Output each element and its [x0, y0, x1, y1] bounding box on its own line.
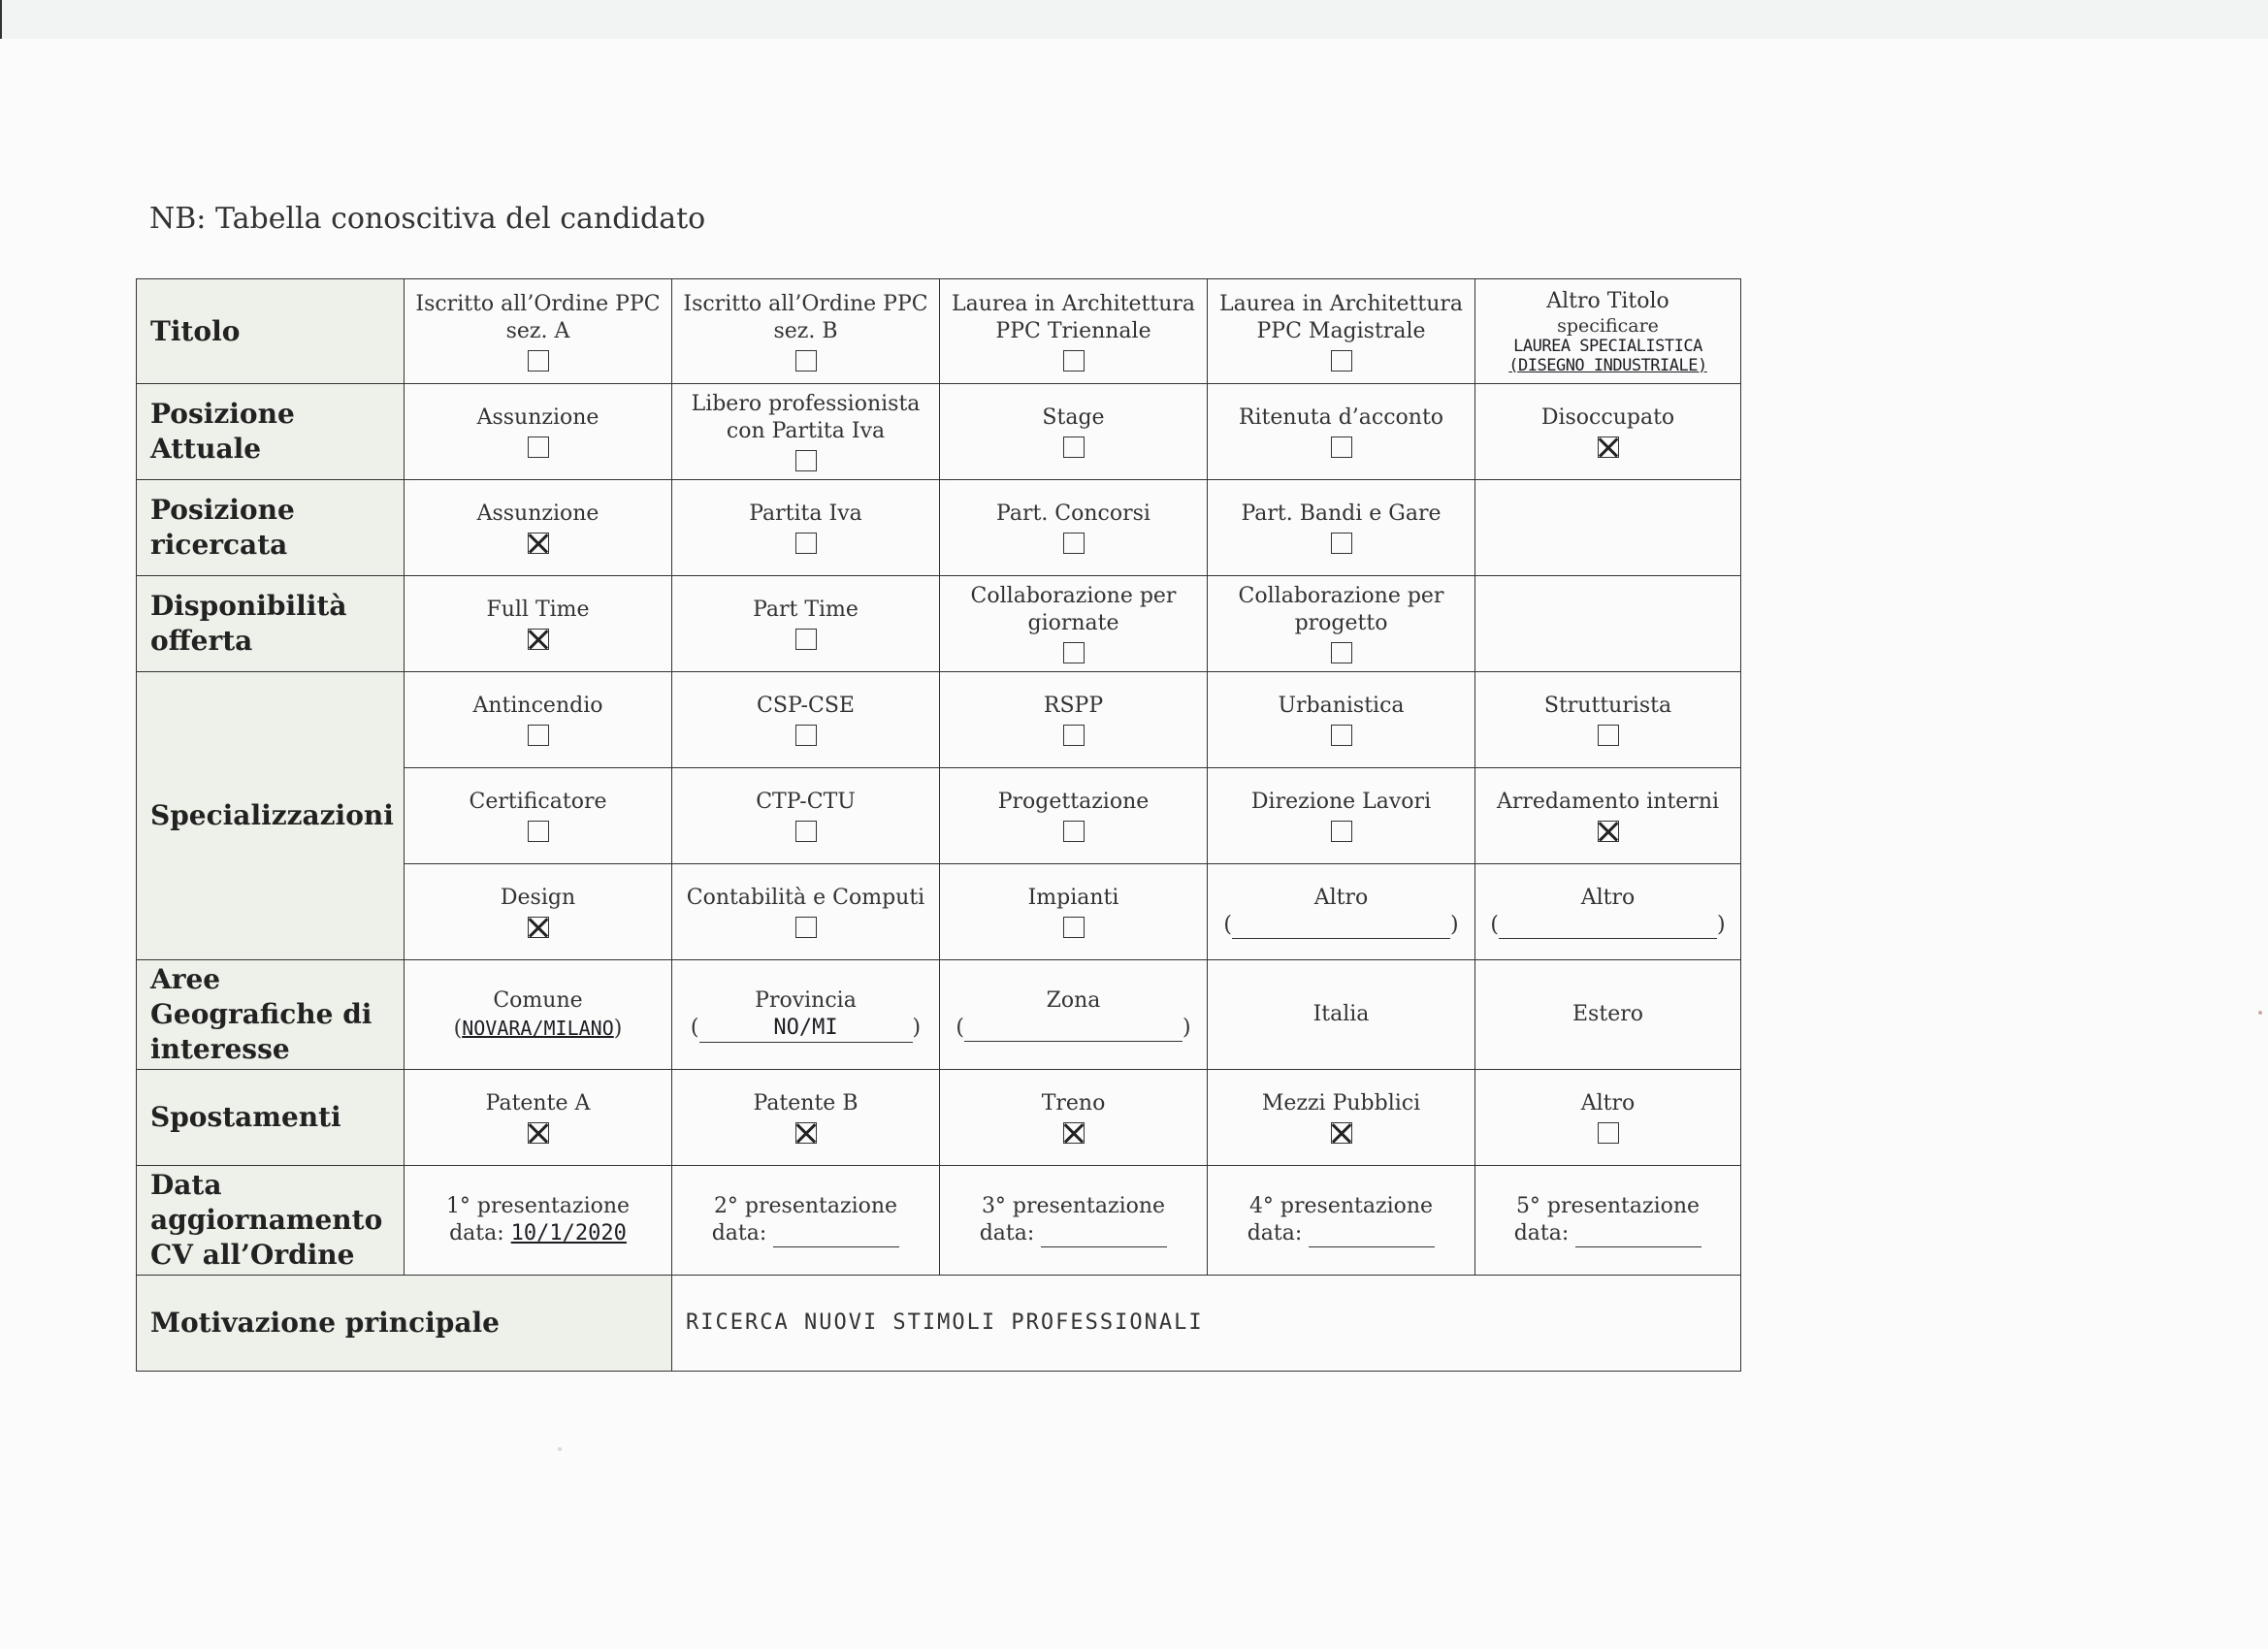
option-label: Full Time — [486, 598, 590, 622]
option-label: Iscritto all’Ordine PPC sez. A — [415, 291, 661, 343]
checkbox-ritenuta[interactable] — [1331, 436, 1352, 458]
handwritten-motivazione[interactable]: RICERCA NUOVI STIMOLI PROFESSIONALI — [672, 1276, 1741, 1372]
date-label: data: — [711, 1221, 767, 1245]
option-label: Altro — [1580, 886, 1636, 910]
date-field-3[interactable] — [1041, 1221, 1167, 1247]
checkbox-assunzione[interactable] — [528, 436, 549, 458]
row-label: Posizione Attuale — [137, 384, 405, 480]
option-label: Progettazione — [997, 790, 1150, 814]
option-label: 4° presentazione — [1248, 1194, 1434, 1218]
cell — [405, 768, 672, 864]
cell — [1208, 1166, 1475, 1276]
cell — [672, 768, 940, 864]
cell — [405, 672, 672, 768]
checkbox-patente-b[interactable] — [795, 1122, 817, 1144]
date-label: data: — [1247, 1221, 1303, 1245]
empty-cell — [1475, 576, 1741, 672]
checkbox-ctp-ctu[interactable] — [795, 821, 817, 842]
cell — [672, 1070, 940, 1166]
row-label: Posizione ricercata — [137, 480, 405, 576]
row-label: Motivazione principale — [137, 1276, 672, 1372]
option-label: Disoccupato — [1540, 405, 1675, 430]
empty-cell — [1475, 480, 1741, 576]
option-label: Patente B — [753, 1091, 859, 1116]
checkbox-design[interactable] — [528, 917, 549, 938]
cell — [1208, 480, 1475, 576]
option-label: Assunzione — [476, 405, 599, 430]
option-label: Mezzi Pubblici — [1261, 1091, 1421, 1116]
handwritten-comune: NOVARA/MILANO — [462, 1016, 614, 1040]
option-label: Laurea in Architettura PPC Triennale — [951, 291, 1195, 343]
option-label: CSP-CSE — [757, 694, 855, 718]
option-label: RSPP — [1043, 694, 1104, 718]
checkbox-urbanistica[interactable] — [1331, 725, 1352, 746]
option-label: Collaborazione per progetto — [1238, 584, 1444, 635]
option-label: Part. Concorsi — [996, 501, 1150, 526]
option-label: 3° presentazione — [981, 1194, 1166, 1218]
checkbox-csp-cse[interactable] — [795, 725, 817, 746]
checkbox-patente-a[interactable] — [528, 1122, 549, 1144]
option-label: Comune — [493, 987, 583, 1013]
specify-label: specificare — [1557, 314, 1659, 337]
cell — [672, 384, 940, 480]
cell — [672, 576, 940, 672]
checkbox-laurea-triennale[interactable] — [1063, 350, 1085, 372]
option-label: Part. Bandi e Gare — [1241, 501, 1442, 526]
option-label: Impianti — [1027, 886, 1119, 910]
option-label: Antincendio — [472, 694, 603, 718]
page-heading: NB: Tabella conoscitiva del candidato — [149, 202, 706, 236]
cell — [405, 576, 672, 672]
cell — [1475, 768, 1741, 864]
checkbox-partita-iva[interactable] — [795, 533, 817, 554]
checkbox-contabilita[interactable] — [795, 917, 817, 938]
checkbox-bandi-gare[interactable] — [1331, 533, 1352, 554]
date-label: data: — [1513, 1221, 1570, 1245]
checkbox-concorsi[interactable] — [1063, 533, 1085, 554]
option-label: Direzione Lavori — [1250, 790, 1432, 814]
option-label: Certificatore — [469, 790, 607, 814]
cell — [940, 1070, 1208, 1166]
cell — [940, 1166, 1208, 1276]
cell — [1208, 864, 1475, 960]
cell — [672, 480, 940, 576]
handwritten-title-2[interactable]: (DISEGNO INDUSTRIALE) — [1508, 355, 1707, 375]
handwritten-date-1[interactable]: 10/1/2020 — [510, 1221, 627, 1245]
altro-field-1[interactable]: ( ) — [1223, 913, 1459, 937]
option-label: Strutturista — [1543, 694, 1672, 718]
cell — [940, 576, 1208, 672]
option-label: Zona — [1046, 988, 1101, 1013]
cell — [405, 384, 672, 480]
row-spostamenti — [137, 1070, 1741, 1166]
option-label: Ritenuta d’acconto — [1238, 405, 1444, 430]
date-label: data: — [449, 1221, 504, 1245]
cell — [405, 480, 672, 576]
provincia-field[interactable]: ( NO/MI ) — [691, 1016, 921, 1040]
row-posizione-attuale — [137, 384, 1741, 480]
checkbox-libero-professionista[interactable] — [795, 450, 817, 471]
cell — [940, 864, 1208, 960]
scan-edge-line — [0, 0, 2, 39]
option-label: Part Time — [753, 598, 859, 622]
option-label: Treno — [1041, 1091, 1106, 1116]
cell — [1208, 768, 1475, 864]
checkbox-disoccupato[interactable] — [1598, 436, 1619, 458]
checkbox-ordine-b[interactable] — [795, 350, 817, 372]
cell — [940, 480, 1208, 576]
checkbox-ordine-a[interactable] — [528, 350, 549, 372]
cell — [1475, 960, 1741, 1070]
option-label: Assunzione — [476, 501, 599, 526]
row-label: Aree Geografiche di interesse — [137, 960, 405, 1070]
checkbox-part-time[interactable] — [795, 629, 817, 650]
row-label: Titolo — [137, 279, 405, 384]
cell — [1208, 960, 1475, 1070]
scan-speck — [558, 1447, 562, 1451]
option-label: Arredamento interni — [1496, 790, 1720, 814]
cell — [940, 384, 1208, 480]
option-label: CTP-CTU — [756, 790, 856, 814]
checkbox-collab-giornate[interactable] — [1063, 642, 1085, 663]
option-label: Altro Titolo — [1546, 288, 1669, 313]
option-label: Partita Iva — [749, 501, 862, 526]
cell — [405, 1166, 672, 1276]
row-label: Spostamenti — [137, 1070, 405, 1166]
row-titolo — [137, 279, 1741, 384]
option-label: Design — [500, 886, 576, 910]
handwritten-title-1[interactable]: LAUREA SPECIALISTICA — [1513, 336, 1702, 356]
cell-altro-titolo — [1475, 279, 1741, 384]
cell — [940, 960, 1208, 1070]
row-posizione-ricercata — [137, 480, 1741, 576]
checkbox-mezzi-pubblici[interactable] — [1331, 1122, 1352, 1144]
zona-field[interactable]: ( ) — [956, 1016, 1191, 1040]
option-label: Altro — [1313, 886, 1369, 910]
candidate-table — [136, 278, 1741, 1372]
cell — [1208, 672, 1475, 768]
date-field-2[interactable] — [773, 1221, 899, 1247]
row-label: Disponibilità offerta — [137, 576, 405, 672]
option-label: Altro — [1580, 1091, 1636, 1116]
cell-ordine-a — [405, 279, 672, 384]
row-aree-geografiche — [137, 960, 1741, 1070]
row-specializzazioni-1 — [137, 672, 1741, 768]
row-label: Specializzazioni — [137, 672, 405, 960]
checkbox-impianti[interactable] — [1063, 917, 1085, 938]
cell — [672, 864, 940, 960]
option-label: Contabilità e Computi — [686, 886, 925, 910]
cell-laurea-triennale — [940, 279, 1208, 384]
handwritten-provincia: NO/MI — [699, 1015, 913, 1043]
option-label: Urbanistica — [1278, 694, 1405, 718]
option-label: Provincia — [755, 987, 857, 1013]
checkbox-altro[interactable] — [1598, 1122, 1619, 1144]
cell — [1208, 384, 1475, 480]
date-label: data: — [979, 1221, 1035, 1245]
checkbox-assunzione[interactable] — [528, 533, 549, 554]
option-label: Iscritto all’Ordine PPC sez. B — [683, 291, 928, 343]
checkbox-full-time[interactable] — [528, 629, 549, 650]
cell-laurea-magistrale — [1208, 279, 1475, 384]
cell — [1475, 864, 1741, 960]
row-motivazione — [137, 1276, 1741, 1372]
option-label: Italia — [1312, 1002, 1370, 1026]
cell — [672, 960, 940, 1070]
cell-ordine-b — [672, 279, 940, 384]
scan-speck — [2258, 1011, 2262, 1015]
checkbox-arredamento-interni[interactable] — [1598, 821, 1619, 842]
cell — [405, 960, 672, 1070]
checkbox-certificatore[interactable] — [528, 821, 549, 842]
option-label: Stage — [1042, 405, 1105, 430]
cell — [940, 768, 1208, 864]
cell — [1475, 384, 1741, 480]
checkbox-antincendio[interactable] — [528, 725, 549, 746]
checkbox-strutturista[interactable] — [1598, 725, 1619, 746]
checkbox-stage[interactable] — [1063, 436, 1085, 458]
altro-field-2[interactable]: ( ) — [1490, 913, 1726, 937]
cell — [672, 672, 940, 768]
option-label: Estero — [1572, 1002, 1643, 1026]
checkbox-collab-progetto[interactable] — [1331, 642, 1352, 663]
row-disponibilita — [137, 576, 1741, 672]
cell — [1475, 1070, 1741, 1166]
option-label: 1° presentazione — [445, 1194, 631, 1218]
date-field-5[interactable] — [1575, 1221, 1701, 1247]
checkbox-direzione-lavori[interactable] — [1331, 821, 1352, 842]
cell — [1475, 1166, 1741, 1276]
checkbox-treno[interactable] — [1063, 1122, 1085, 1144]
comune-field[interactable]: (NOVARA/MILANO) — [453, 1016, 623, 1041]
cell — [1208, 1070, 1475, 1166]
option-label: Patente A — [485, 1091, 591, 1116]
cell — [940, 672, 1208, 768]
cell — [405, 864, 672, 960]
checkbox-laurea-magistrale[interactable] — [1331, 350, 1352, 372]
option-label: Laurea in Architettura PPC Magistrale — [1218, 291, 1463, 343]
date-field-4[interactable] — [1309, 1221, 1435, 1247]
row-data-aggiornamento — [137, 1166, 1741, 1276]
row-label: Data aggiornamento CV all’Ordine — [137, 1166, 405, 1276]
cell — [1475, 672, 1741, 768]
option-label: Collaborazione per giornate — [970, 584, 1177, 635]
option-label: Libero professionista con Partita Iva — [691, 392, 921, 443]
scan-top-band — [0, 0, 2268, 39]
option-label: 2° presentazione — [713, 1194, 898, 1218]
cell — [672, 1166, 940, 1276]
cell — [405, 1070, 672, 1166]
checkbox-rspp[interactable] — [1063, 725, 1085, 746]
option-label: 5° presentazione — [1515, 1194, 1701, 1218]
cell — [1208, 576, 1475, 672]
checkbox-progettazione[interactable] — [1063, 821, 1085, 842]
